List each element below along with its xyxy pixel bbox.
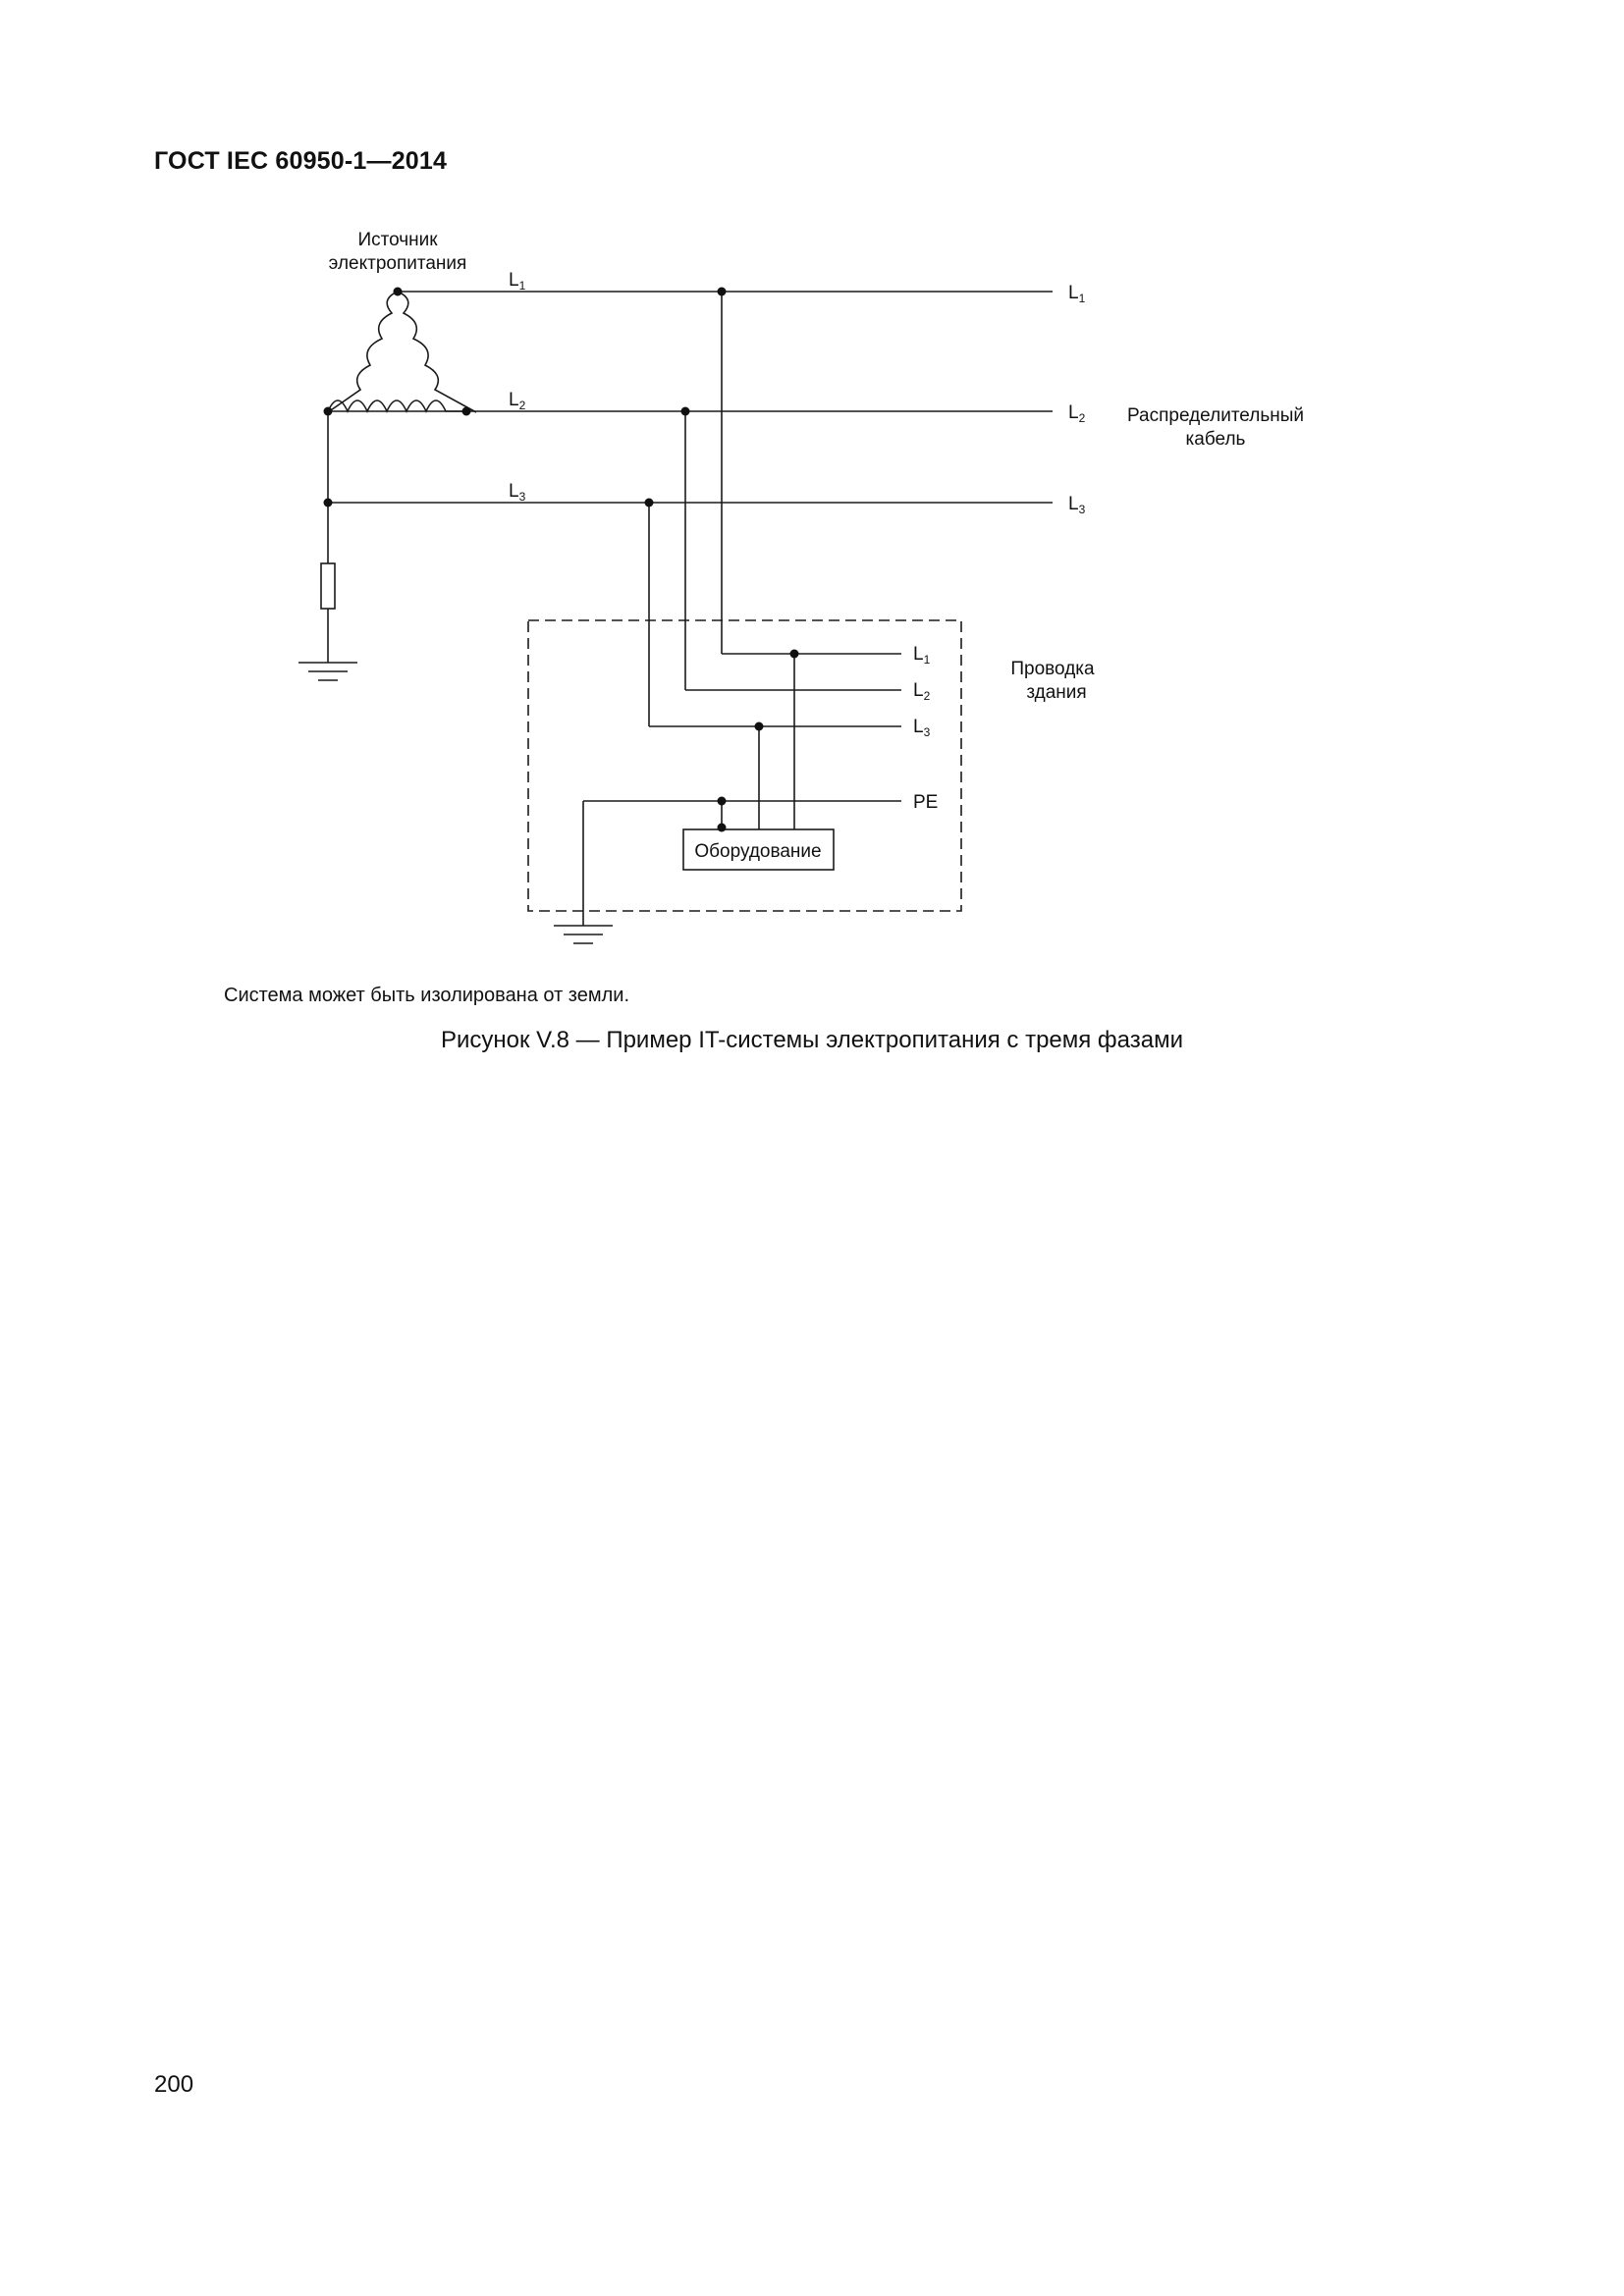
building-boundary xyxy=(528,620,961,911)
source-label-line2: электропитания xyxy=(328,253,467,274)
earthing-impedance xyxy=(321,563,335,609)
end-label-l1: $L_1$ xyxy=(1068,283,1086,305)
end-label-l3: $L_3$ xyxy=(1068,494,1086,516)
source-coil-right xyxy=(398,292,476,412)
end-label-l2: $L_2$ xyxy=(1068,402,1086,425)
building-label-line2: здания xyxy=(1026,682,1087,703)
wire-label-l3: $L_3$ xyxy=(509,481,526,504)
page-number: 200 xyxy=(154,2071,194,2098)
isolation-note: Система может быть изолирована от земли. xyxy=(224,985,630,1006)
wire-label-l1: $L_1$ xyxy=(509,270,526,293)
cable-label-line2: кабель xyxy=(1185,429,1246,450)
cable-label-line1: Распределительный xyxy=(1126,405,1305,426)
building-label-pe: PE xyxy=(913,792,939,813)
source-label-line1: Источник xyxy=(357,230,438,250)
document-header: ГОСТ IEC 60950-1—2014 xyxy=(154,147,448,175)
source-coil-left xyxy=(328,292,398,412)
figure-caption: Рисунок V.8 — Пример IT-системы электропитания с тремя фазами xyxy=(440,1027,1184,1053)
source-coil-bottom xyxy=(328,400,466,411)
building-label-line1: Проводка xyxy=(1010,659,1095,679)
building-label-l3: $L_3$ xyxy=(913,717,931,739)
wire-label-l2: $L_2$ xyxy=(509,390,526,412)
junction-dots xyxy=(324,288,799,832)
building-label-l2: $L_2$ xyxy=(913,680,931,703)
building-label-l1: $L_1$ xyxy=(913,644,931,667)
equipment-label: Оборудование xyxy=(694,841,822,862)
it-system-diagram xyxy=(0,0,1624,982)
